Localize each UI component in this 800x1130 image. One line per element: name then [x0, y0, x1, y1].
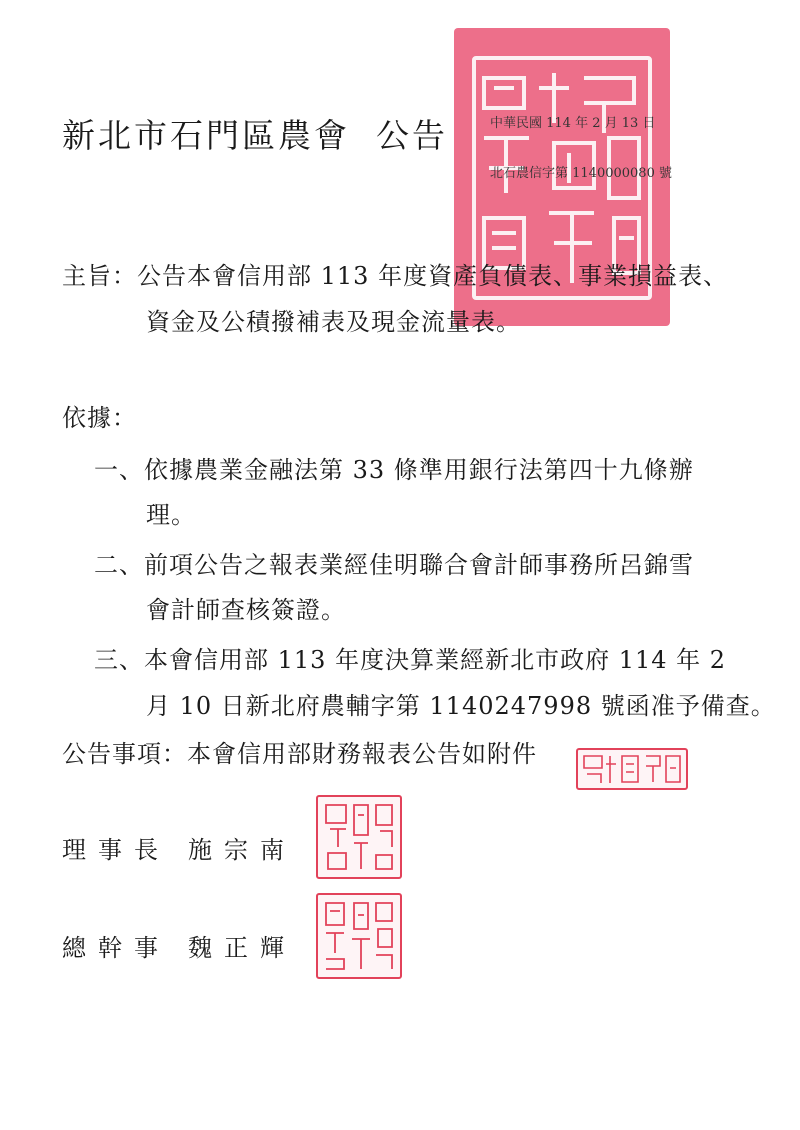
general-manager-name: 魏正輝 — [188, 934, 296, 962]
org-stamp-glyphs — [578, 750, 686, 788]
basis-item-3-line-1: 三、本會信用部 113 年度決算業經新北市政府 114 年 2 — [94, 646, 727, 674]
chairman-title: 理事長 — [62, 836, 170, 864]
organization-stamp — [576, 748, 688, 790]
basis-item-3-line-2: 月 10 日新北府農輔字第 1140247998 號函准予備查。 — [146, 692, 776, 720]
date-line: 中華民國 114 年 2 月 13 日 — [490, 116, 656, 131]
basis-item-2-line-1: 二、前項公告之報表業經佳明聯合會計師事務所呂錦雪 — [94, 551, 694, 579]
org-name: 新北市石門區農會 — [62, 116, 350, 155]
document-number: 北石農信字第 1140000080 號 — [490, 166, 672, 181]
chairman-stamp-glyphs — [318, 797, 400, 877]
basis-label: 依據： — [62, 404, 137, 432]
basis-item-1-line-2: 理。 — [146, 501, 196, 529]
chairman-name: 施宗南 — [188, 836, 296, 864]
subject-line-1: 主旨：公告本會信用部 113 年度資產負債表、事業損益表、 — [62, 262, 729, 290]
page-title — [62, 110, 448, 157]
subject-line-2: 資金及公積撥補表及現金流量表。 — [146, 308, 521, 336]
general-manager-title: 總幹事 — [62, 934, 170, 962]
signature-chairman — [62, 830, 296, 865]
basis-item-2-line-2: 會計師查核簽證。 — [146, 596, 346, 624]
gm-stamp-glyphs — [318, 895, 400, 977]
notice-items: 公告事項：本會信用部財務報表公告如附件 — [62, 740, 537, 768]
general-manager-stamp — [316, 893, 402, 979]
notice-kind: 公告 — [376, 116, 448, 155]
signature-general-manager — [62, 928, 296, 963]
chairman-stamp — [316, 795, 402, 879]
basis-item-1-line-1: 一、依據農業金融法第 33 條準用銀行法第四十九條辦 — [94, 456, 694, 484]
